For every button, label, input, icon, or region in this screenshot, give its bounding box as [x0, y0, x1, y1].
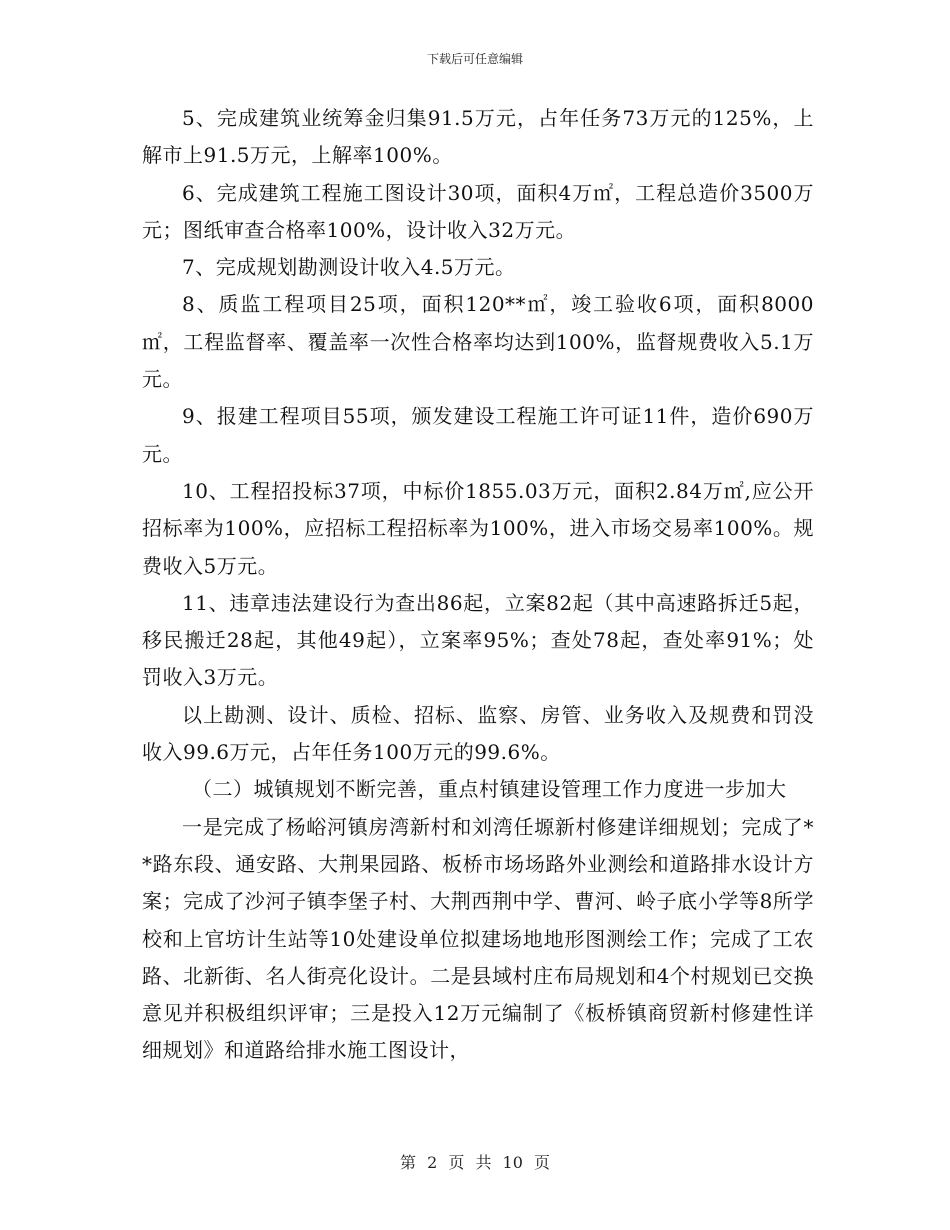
paragraph-body: 一是完成了杨峪河镇房湾新村和刘湾任塬新村修建详细规划；完成了**路东段、通安路、大荆果园路、板桥市场场路外业测绘和道路排水设计方案；完成了沙河子镇李堡子村、大荆西荆中学、曹河、岭子底小学等8所学校和上官坊计生站等10处建设单位拟建场地地形图测绘工作；完成了工农路、北新街、名人街亮化设计。二是县域村庄布局规划和4个村规划已交换意见并积极组织评审；三是投入12万元编制了《板桥镇商贸新村修建性详细规划》和道路给排水施工图设计， — [142, 814, 814, 1063]
paragraph-summary: 以上勘测、设计、质检、招标、监察、房管、业务收入及规费和罚没收入99.6万元，占年任务100万元的99.6%。 — [142, 702, 814, 765]
page-header: 下载后可任意编辑 — [426, 52, 523, 66]
document-body — [142, 100, 814, 1070]
paragraph-item-6: 6、完成建筑工程施工图设计30项，面积4万㎡，工程总造价3500万元；图纸审查合格率100%，设计收入32万元。 — [142, 180, 814, 242]
paragraph-item-11: 11、违章违法建设行为查出86起，立案82起（其中高速路拆迁5起，移民搬迁28起，其他49起），立案率95%；查处78起，查处率91%；处罚收入3万元。 — [142, 590, 814, 690]
paragraph-item-9: 9、报建工程项目55项，颁发建设工程施工许可证11件，造价690万元。 — [142, 404, 814, 466]
paragraph-item-8: 8、质监工程项目25项，面积120**㎡，竣工验收6项，面积8000㎡，工程监督率、覆盖率一次性合格率均达到100%，监督规费收入5.1万元。 — [142, 292, 814, 392]
section-heading: （二）城镇规划不断完善，重点村镇建设管理工作力度进一步加大 — [192, 777, 787, 802]
paragraph-item-5: 5、完成建筑业统筹金归集91.5万元，占年任务73万元的125%，上解市上91.5万元，上解率100%。 — [142, 106, 814, 168]
paragraph-item-7: 7、完成规划勘测设计收入4.5万元。 — [182, 255, 516, 280]
page-number: 第 2 页 共 10 页 — [400, 1153, 550, 1172]
paragraph-item-10: 10、工程招投标37项，中标价1855.03万元，面积2.84万㎡,应公开招标率为100%，应招标工程招标率为100%，进入市场交易率100%。规费收入5万元。 — [142, 478, 814, 578]
